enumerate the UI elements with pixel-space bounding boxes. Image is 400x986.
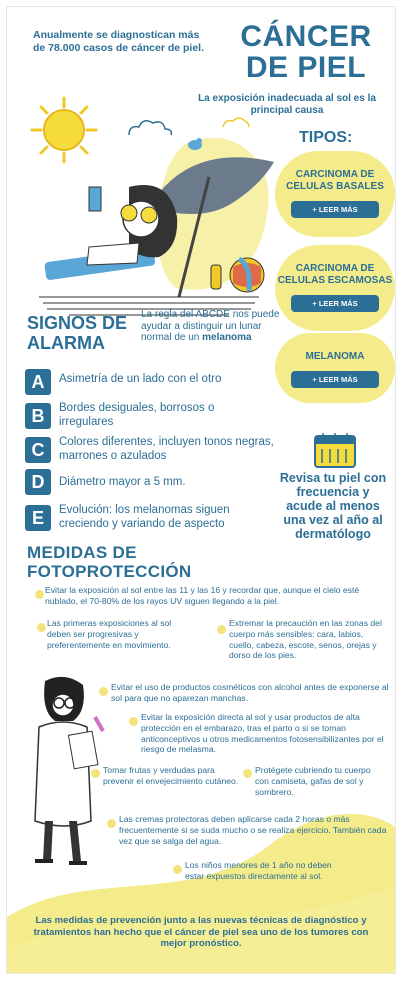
tip-item: Extremar la precaución en las zonas del cuerpo más sensibles: cara, labios, cuello, cabeza, escote, senos, orejas y dorso de los pies.	[229, 618, 382, 661]
tip-item: Las primeras exposiciones al sol deben ser progresivas y preferentemente en movimiento.	[47, 618, 172, 650]
rule-text: Bordes desiguales, borrosos o irregulares	[59, 402, 215, 428]
tip-item: Evitar el uso de productos cosméticos con alcohol antes de exponerse al sol para que no aparezan manchas.	[111, 682, 389, 703]
title-line-1: CÁNCER	[240, 20, 372, 53]
bullet-dot	[217, 625, 226, 634]
tip-item: Evitar la exposición directa al sol y usar productos de alta protección en el embarazo, tras el parto o si se toman anticonceptivos u otros medicamentos fotosensibilizantes por el riesgo de melasma.	[141, 712, 384, 755]
leer-mas-button[interactable]: + LEER MÁS	[291, 201, 379, 218]
leer-mas-button[interactable]: + LEER MÁS	[291, 371, 379, 388]
doctor-illustration	[25, 671, 115, 871]
tip-item: Los niños menores de 1 año no deben estar expuestos directamente al sol.	[185, 860, 332, 881]
tipo-card-escamosas	[275, 245, 395, 331]
calendar-icon	[313, 431, 357, 469]
abcde-note-text: La regla del ABCDE nos puede ayudar a distinguir un lunar normal de un	[141, 309, 280, 343]
rule-text: Diámetro mayor a 5 mm.	[59, 476, 186, 488]
rule-text: Asimetría de un lado con el otro	[59, 373, 222, 385]
medidas-heading-line-2: FOTOPROTECCIÓN	[27, 562, 192, 581]
rule-letter: B	[25, 403, 51, 429]
bullet-dot	[129, 717, 138, 726]
tipo-name: CARCINOMA DE CELULAS ESCAMOSAS	[277, 263, 393, 286]
bullet-dot	[35, 590, 44, 599]
infographic	[6, 6, 396, 974]
beach-illustration	[29, 147, 279, 317]
intro-text: Anualmente se diagnostican más de 78.000 casos de cáncer de piel.	[33, 29, 205, 54]
leer-mas-button[interactable]: + LEER MÁS	[291, 295, 379, 312]
signos-heading	[27, 313, 127, 353]
tipo-name: MELANOMA	[305, 351, 365, 362]
abcde-note	[141, 309, 281, 344]
medidas-heading	[27, 543, 191, 581]
abcde-note-bold: melanoma	[202, 332, 252, 343]
tipos-heading: TIPOS:	[299, 129, 353, 146]
bullet-dot	[37, 623, 46, 632]
rule-letter: A	[25, 369, 51, 395]
signos-heading-line-2: ALARMA	[27, 333, 105, 353]
cause-text: La exposición inadecuada al sol es la principal causa	[198, 93, 376, 116]
tipo-card-basales	[275, 151, 395, 237]
bullet-dot	[243, 769, 252, 778]
tipo-name: CARCINOMA DE CELULAS BASALES	[286, 169, 384, 192]
rule-letter: C	[25, 437, 51, 463]
rule-text: Evolución: los melanomas siguen creciendo y variando de aspecto	[59, 504, 230, 530]
rule-letter: E	[25, 505, 51, 531]
cloud-icon	[125, 115, 175, 139]
page-title	[221, 21, 391, 83]
revisa-text: Revisa tu piel con frecuencia y acude al menos una vez al año al dermatólogo	[279, 471, 387, 541]
rule-text: Colores diferentes, incluyen tonos negras, marrones o azulados	[59, 436, 274, 462]
tip-item: Tomar frutas y verdudas para prevenir el envejecimiento cutáneo.	[103, 765, 239, 786]
rule-letter: D	[25, 469, 51, 495]
tipo-card-melanoma	[275, 333, 395, 403]
tip-item: Evitar la exposición al sol entre las 11 y las 16 y recordar que, aunque el cielo esté nublado, el 70-80% de los rayos UV siguen llegando a la piel.	[45, 585, 360, 606]
bullet-dot	[173, 865, 182, 874]
small-cloud-icon	[221, 115, 251, 129]
medidas-heading-line-1: MEDIDAS DE	[27, 543, 137, 562]
tip-item: Las cremas protectoras deben aplicarse cada 2 horas o más frecuentemente si se suda mucho o se realiza ejercicio. También cada vez que se salga del agua.	[119, 814, 387, 846]
tip-item: Protégete cubriendo tu cuerpo con camiseta, gafas de sol y sombrero.	[255, 765, 371, 797]
signos-heading-line-1: SIGNOS DE	[27, 313, 128, 333]
title-line-2: DE PIEL	[245, 51, 367, 84]
footer-text: Las medidas de prevención junto a las nuevas técnicas de diagnóstico y tratamientos han hecho que el cáncer de piel sea uno de los tumores con mejor pronóstico.	[33, 915, 369, 949]
